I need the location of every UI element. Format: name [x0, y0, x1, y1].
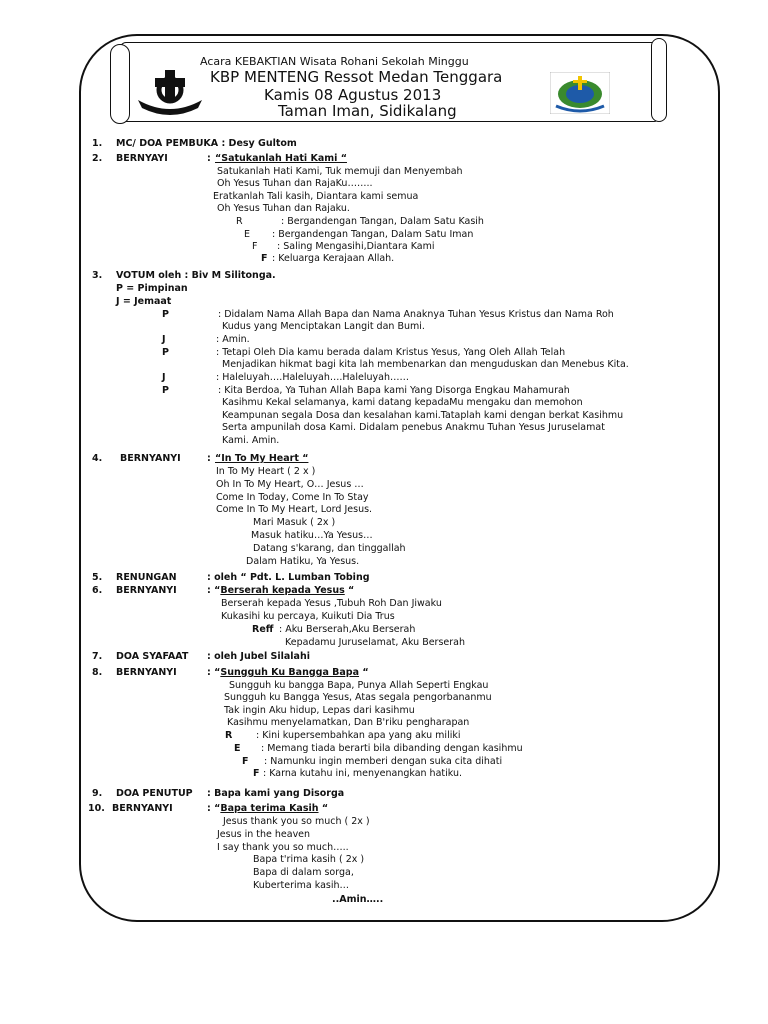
item-3-legend-j: J = Jemaat: [116, 296, 172, 307]
item-2-sep: :: [207, 153, 211, 164]
item-3-label: VOTUM oleh : Biv M Silitonga.: [116, 270, 276, 281]
votum-row-text: Kami. Amin.: [222, 435, 280, 446]
item-5-number: 5.: [92, 572, 103, 583]
item-8-row-text: : Karna kutahu ini, menyenangkan hatiku.: [263, 768, 463, 779]
item-4-line-2: Mari Masuk ( 2x ): [253, 517, 336, 528]
votum-row-text: : Kita Berdoa, Ya Tuhan Allah Bapa kami Yang Disorga Engkau Mahamurah: [218, 385, 570, 396]
header-line-2: KBP MENTENG Ressot Medan Tenggara: [210, 68, 503, 86]
item-4-line: Come In To My Heart, Lord Jesus.: [216, 504, 373, 515]
item-4-sep: :: [207, 453, 211, 464]
item-5-leader: : oleh “ Pdt. L. Lumban Tobing: [207, 572, 370, 583]
item-2-label: BERNYAYI: [116, 153, 168, 164]
item-3-number: 3.: [92, 270, 103, 281]
item-2-row-text: : Bergandengan Tangan, Dalam Satu Kasih: [281, 216, 484, 227]
votum-row-text: Kudus yang Menciptakan Langit dan Bumi.: [222, 321, 425, 332]
item-8-label: BERNYANYI: [116, 667, 177, 678]
item-4-line-2: Dalam Hatiku, Ya Yesus.: [246, 556, 360, 567]
item-6-line: Kukasihi ku percaya, Kuikuti Dia Trus: [221, 611, 395, 622]
item-2-row-key: F: [252, 241, 258, 252]
item-2-row-key: E: [244, 229, 251, 240]
item-5-label: RENUNGAN: [116, 572, 177, 583]
votum-row-text: : Didalam Nama Allah Bapa dan Nama Anaknya Tuhan Yesus Kristus dan Nama Roh: [218, 309, 614, 320]
item-10-line-2: Kuberterima kasih…: [253, 880, 350, 891]
votum-row-text: Menjadikan hikmat bagi kita lah membenarkan dan menguduskan dan Menebus Kita.: [222, 359, 629, 370]
item-8-line: Tak ingin Aku hidup, Lepas dari kasihmu: [224, 705, 415, 716]
scroll-curl-left: [110, 44, 130, 124]
closing-amin: ..Amin…..: [332, 894, 384, 905]
item-8-row-text: : Memang tiada berarti bila dibanding dengan kasihmu: [261, 743, 523, 754]
votum-row-text: Kasihmu Kekal selamanya, kami datang kepadaMu mengaku dan memohon: [222, 397, 583, 408]
item-2-line: Satukanlah Hati Kami, Tuk memuji dan Menyembah: [217, 166, 463, 177]
item-2-row-text: : Saling Mengasihi,Diantara Kami: [277, 241, 435, 252]
item-4-label: BERNYANYI: [120, 453, 181, 464]
item-7-label: DOA SYAFAAT: [116, 651, 189, 662]
votum-row-key: J: [162, 334, 166, 345]
school-emblem-logo: [550, 72, 610, 114]
header-line-4: Taman Iman, Sidikalang: [278, 102, 457, 120]
item-2-number: 2.: [92, 153, 103, 164]
item-6-reff-line: : Aku Berserah,Aku Berserah: [279, 624, 416, 635]
item-3-legend-p: P = Pimpinan: [116, 283, 188, 294]
item-7-leader: : oleh Jubel Silalahi: [207, 651, 310, 662]
item-6-song-title: : “Berserah kepada Yesus “: [207, 585, 355, 596]
item-1-label: MC/ DOA PEMBUKA : Desy Gultom: [116, 138, 297, 149]
item-2-row-key: R: [236, 216, 243, 227]
votum-row-key: P: [162, 347, 169, 358]
item-4-number: 4.: [92, 453, 103, 464]
header-line-1: Acara KEBAKTIAN Wisata Rohani Sekolah Minggu: [200, 55, 469, 68]
scroll-curl-right: [651, 38, 667, 122]
item-8-line: Kasihmu menyelamatkan, Dan B'riku pengharapan: [227, 717, 470, 728]
item-1-number: 1.: [92, 138, 103, 149]
item-4-line: In To My Heart ( 2 x ): [216, 466, 316, 477]
item-10-song-title: : “Bapa terima Kasih “: [207, 803, 329, 814]
item-8-row-key: F: [242, 756, 249, 767]
church-cross-logo: [134, 66, 206, 116]
item-2-line: Eratkanlah Tali kasih, Diantara kami semua: [213, 191, 419, 202]
item-2-song-title: “Satukanlah Hati Kami “: [215, 153, 347, 164]
item-7-number: 7.: [92, 651, 103, 662]
item-6-label: BERNYANYI: [116, 585, 177, 596]
votum-row-key: P: [162, 385, 169, 396]
item-6-reff-line: Kepadamu Juruselamat, Aku Berserah: [285, 637, 466, 648]
item-10-label: BERNYANYI: [112, 803, 173, 814]
item-6-reff-key: Reff: [252, 624, 274, 635]
item-10-number: 10.: [88, 803, 105, 814]
item-10-line-2: Bapa di dalam sorga,: [253, 867, 354, 878]
item-8-line: Sungguh ku Bangga Yesus, Atas segala pengorbananmu: [224, 692, 492, 703]
item-8-line: Sungguh ku bangga Bapa, Punya Allah Seperti Engkau: [229, 680, 489, 691]
header-line-3: Kamis 08 Agustus 2013: [264, 86, 442, 104]
item-8-row-key: F: [253, 768, 260, 779]
item-10-line: Jesus thank you so much ( 2x ): [223, 816, 370, 827]
item-2-row-text: : Bergandengan Tangan, Dalam Satu Iman: [272, 229, 474, 240]
item-10-line-2: Bapa t'rima kasih ( 2x ): [253, 854, 365, 865]
item-8-row-text: : Namunku ingin memberi dengan suka cita dihati: [264, 756, 503, 767]
votum-row-key: P: [162, 309, 169, 320]
item-6-number: 6.: [92, 585, 103, 596]
item-4-line-2: Masuk hatiku…Ya Yesus…: [251, 530, 373, 541]
item-10-line: I say thank you so much…..: [217, 842, 349, 853]
votum-row-text: : Amin.: [216, 334, 250, 345]
item-9-leader: : Bapa kami yang Disorga: [207, 788, 345, 799]
votum-row-text: Keampunan segala Dosa dan kesalahan kami.Tataplah kami dengan berkat Kasihmu: [222, 410, 624, 421]
votum-row-text: Serta ampunilah dosa Kami. Didalam penebus Anakmu Tuhan Yesus Juruselamat: [222, 422, 605, 433]
votum-row-key: J: [162, 372, 166, 383]
item-2-line: Oh Yesus Tuhan dan RajaKu……..: [217, 178, 373, 189]
item-8-number: 8.: [92, 667, 103, 678]
votum-row-text: : Tetapi Oleh Dia kamu berada dalam Kristus Yesus, Yang Oleh Allah Telah: [216, 347, 566, 358]
item-2-line: Oh Yesus Tuhan dan Rajaku.: [217, 203, 350, 214]
item-9-number: 9.: [92, 788, 103, 799]
item-4-line: Come In Today, Come In To Stay: [216, 492, 369, 503]
item-10-line: Jesus in the heaven: [217, 829, 311, 840]
votum-row-text: : Haleluyah….Haleluyah….Haleluyah……: [216, 372, 409, 383]
item-6-line: Berserah kepada Yesus ,Tubuh Roh Dan Jiwaku: [221, 598, 442, 609]
item-4-line-2: Datang s'karang, dan tinggallah: [253, 543, 406, 554]
item-8-row-text: : Kini kupersembahkan apa yang aku miliki: [256, 730, 461, 741]
item-4-line: Oh In To My Heart, O… Jesus …: [216, 479, 364, 490]
item-2-row-key: F: [261, 253, 268, 264]
item-8-row-key: R: [225, 730, 233, 741]
item-8-song-title: : “Sungguh Ku Bangga Bapa “: [207, 667, 369, 678]
item-9-label: DOA PENUTUP: [116, 788, 193, 799]
item-2-row-text: : Keluarga Kerajaan Allah.: [272, 253, 395, 264]
item-4-song-title: “In To My Heart “: [215, 453, 309, 464]
item-8-row-key: E: [234, 743, 241, 754]
